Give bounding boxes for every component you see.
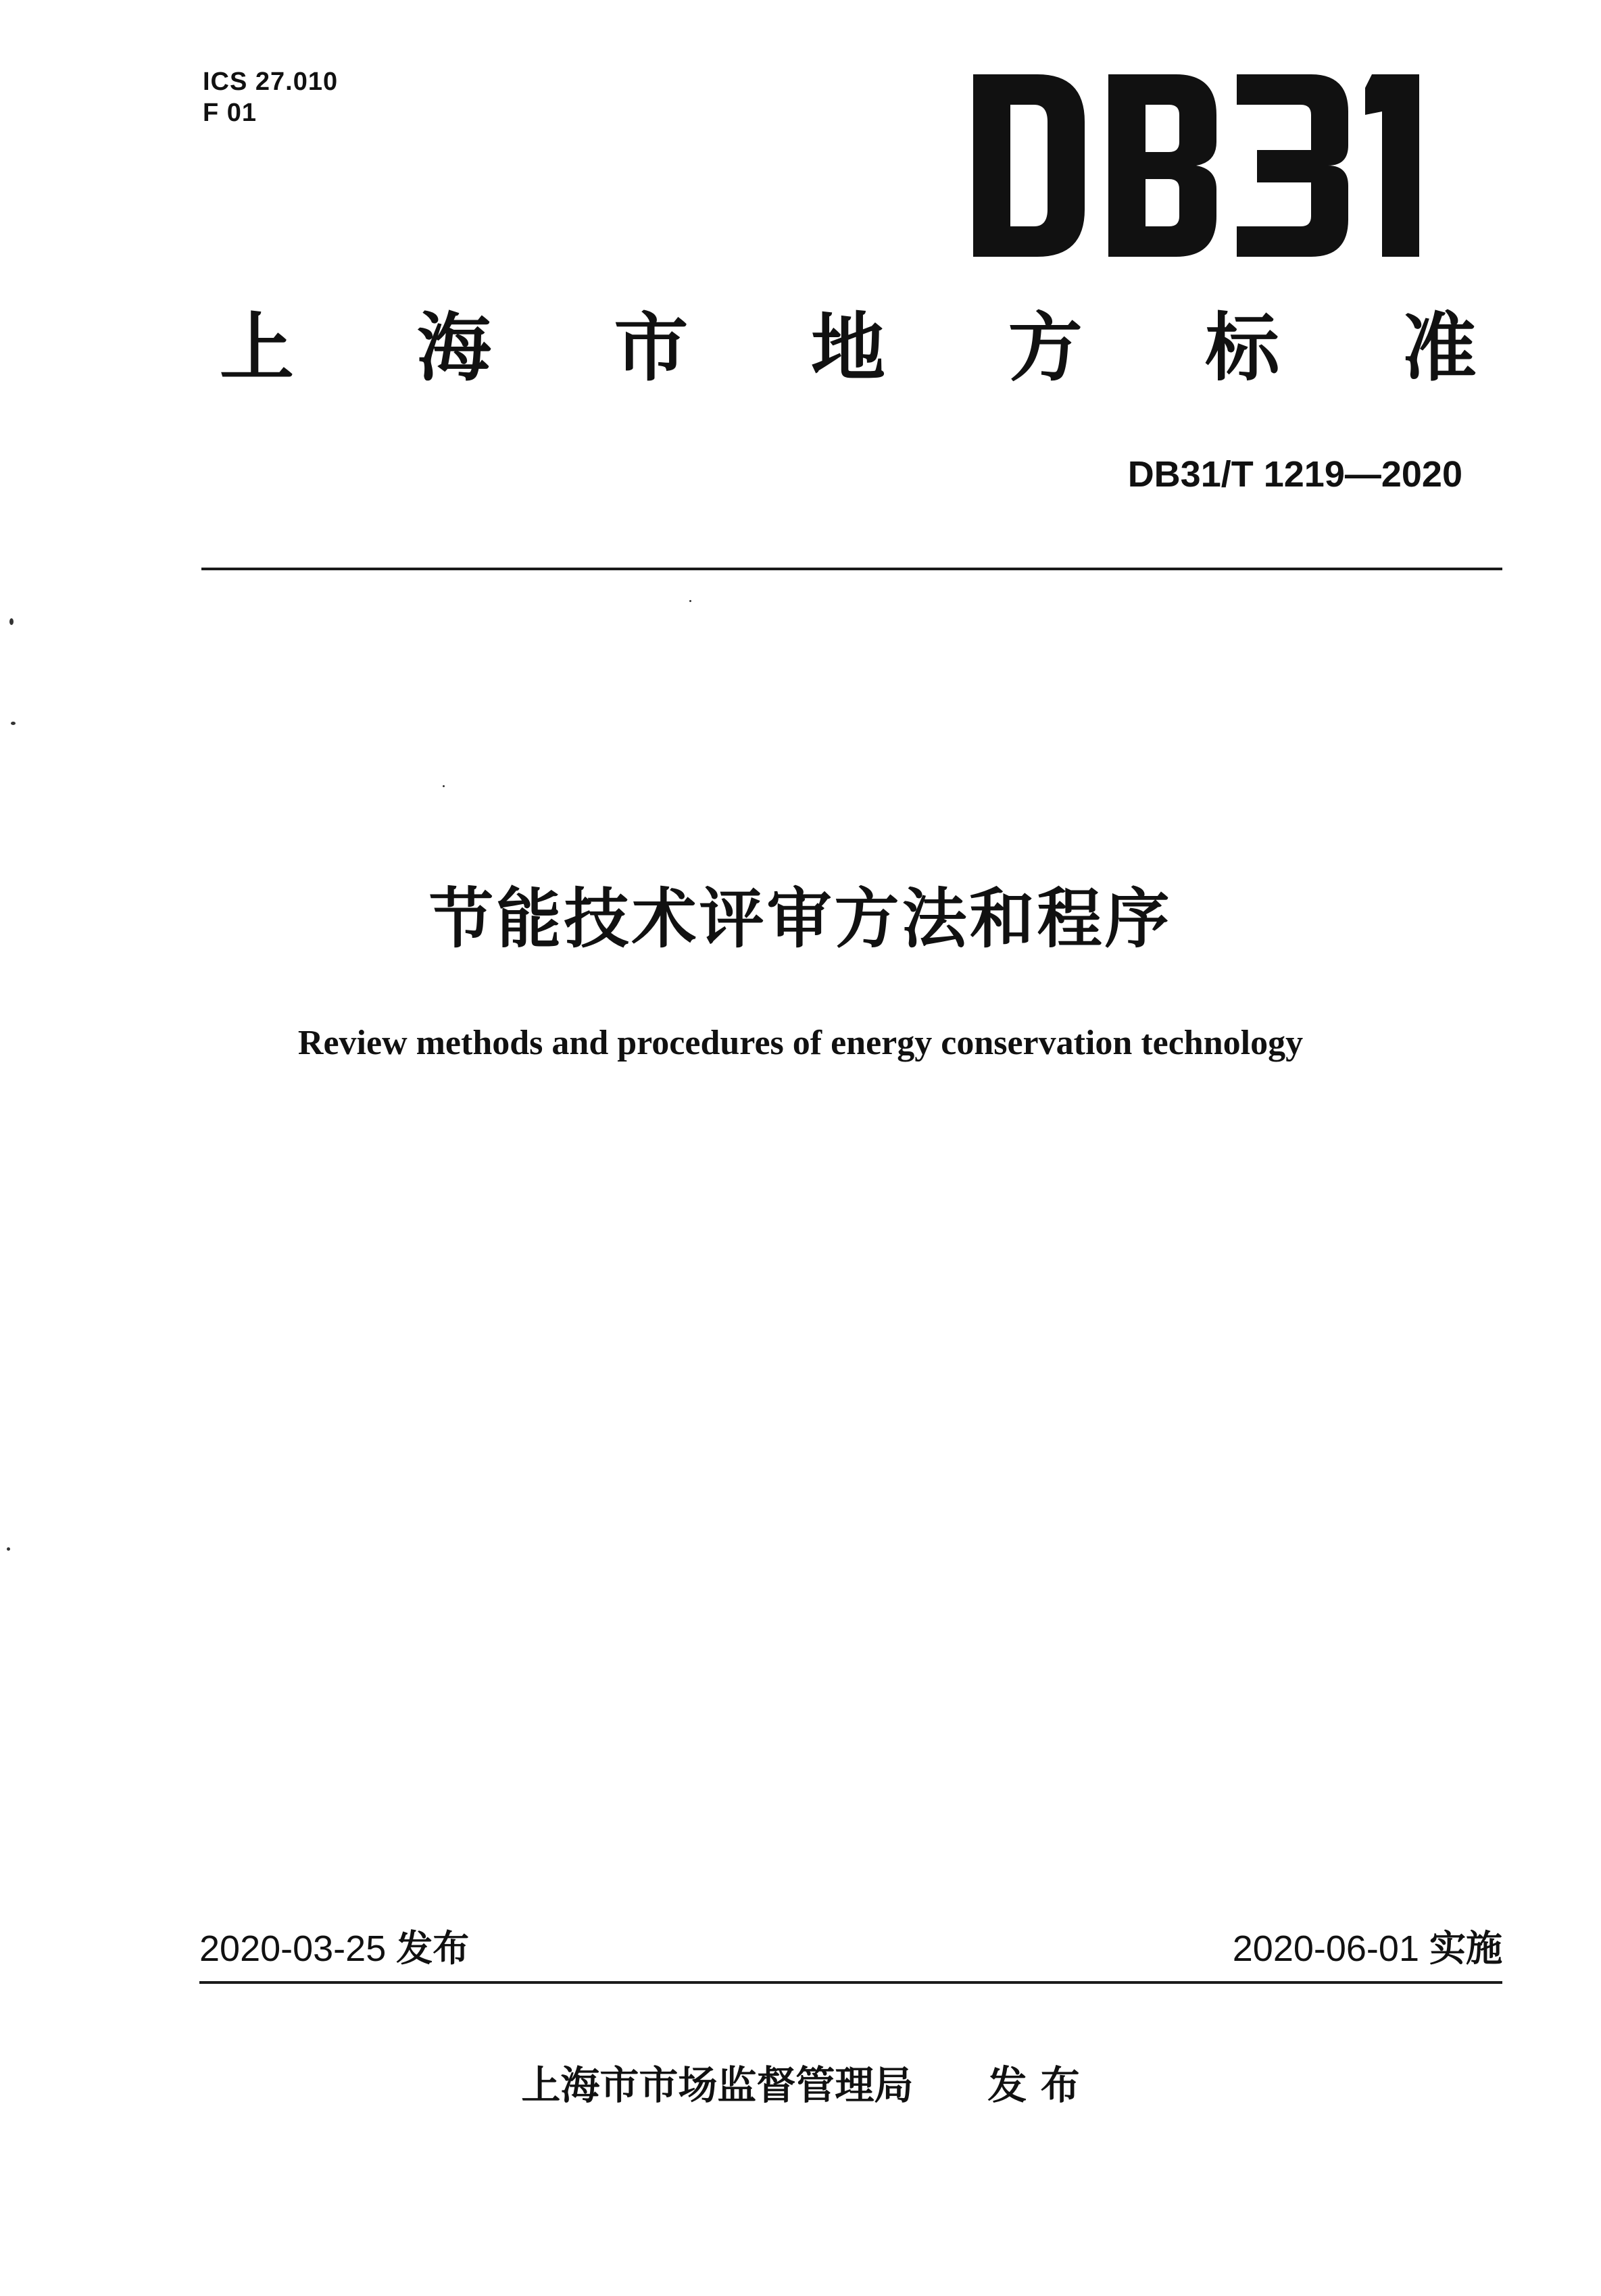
issuer-action: 发 布 bbox=[987, 2062, 1080, 2108]
standard-kind-char: 方 bbox=[1008, 305, 1083, 391]
standard-kind-char: 市 bbox=[614, 305, 689, 391]
scan-speck bbox=[7, 1547, 10, 1551]
scan-speck bbox=[11, 722, 16, 725]
dates-row bbox=[199, 1927, 1502, 1970]
issuer-line bbox=[0, 2061, 1601, 2110]
standard-kind-heading bbox=[220, 304, 1477, 392]
scan-speck bbox=[9, 618, 14, 625]
bottom-divider bbox=[199, 1981, 1502, 1984]
logo-letter-d bbox=[973, 74, 1085, 257]
logo-digit-3 bbox=[1237, 74, 1348, 257]
implement-date: 2020-06-01 bbox=[1232, 1928, 1419, 1969]
scan-speck bbox=[443, 785, 445, 787]
ics-code: ICS 27.010 bbox=[203, 68, 339, 96]
logo-letter-b bbox=[1108, 74, 1216, 257]
implement-date-block bbox=[1233, 1927, 1502, 1970]
issuer-name: 上海市市场监督管理局 bbox=[521, 2062, 914, 2108]
scan-speck bbox=[689, 600, 691, 602]
standard-kind-char: 海 bbox=[416, 305, 491, 391]
standard-number: DB31/T 1219—2020 bbox=[1127, 454, 1462, 495]
classification-codes bbox=[203, 66, 338, 128]
publish-label: 发布 bbox=[396, 1927, 470, 1970]
ccs-code: F 01 bbox=[203, 99, 257, 127]
top-divider bbox=[201, 568, 1502, 570]
standard-kind-char: 上 bbox=[220, 305, 294, 391]
standard-kind-char: 标 bbox=[1205, 305, 1280, 391]
title-english: Review methods and procedures of energy conservation technology bbox=[297, 1024, 1304, 1062]
standard-kind-char: 准 bbox=[1402, 305, 1477, 391]
publish-date-block bbox=[199, 1927, 469, 1970]
standard-kind-char: 地 bbox=[810, 305, 885, 391]
db31-logo bbox=[973, 74, 1419, 257]
title-chinese: 节能技术评审方法和程序 bbox=[428, 881, 1173, 957]
implement-label: 实施 bbox=[1429, 1927, 1502, 1970]
logo-digit-1 bbox=[1365, 74, 1419, 257]
publish-date: 2020-03-25 bbox=[199, 1928, 387, 1969]
